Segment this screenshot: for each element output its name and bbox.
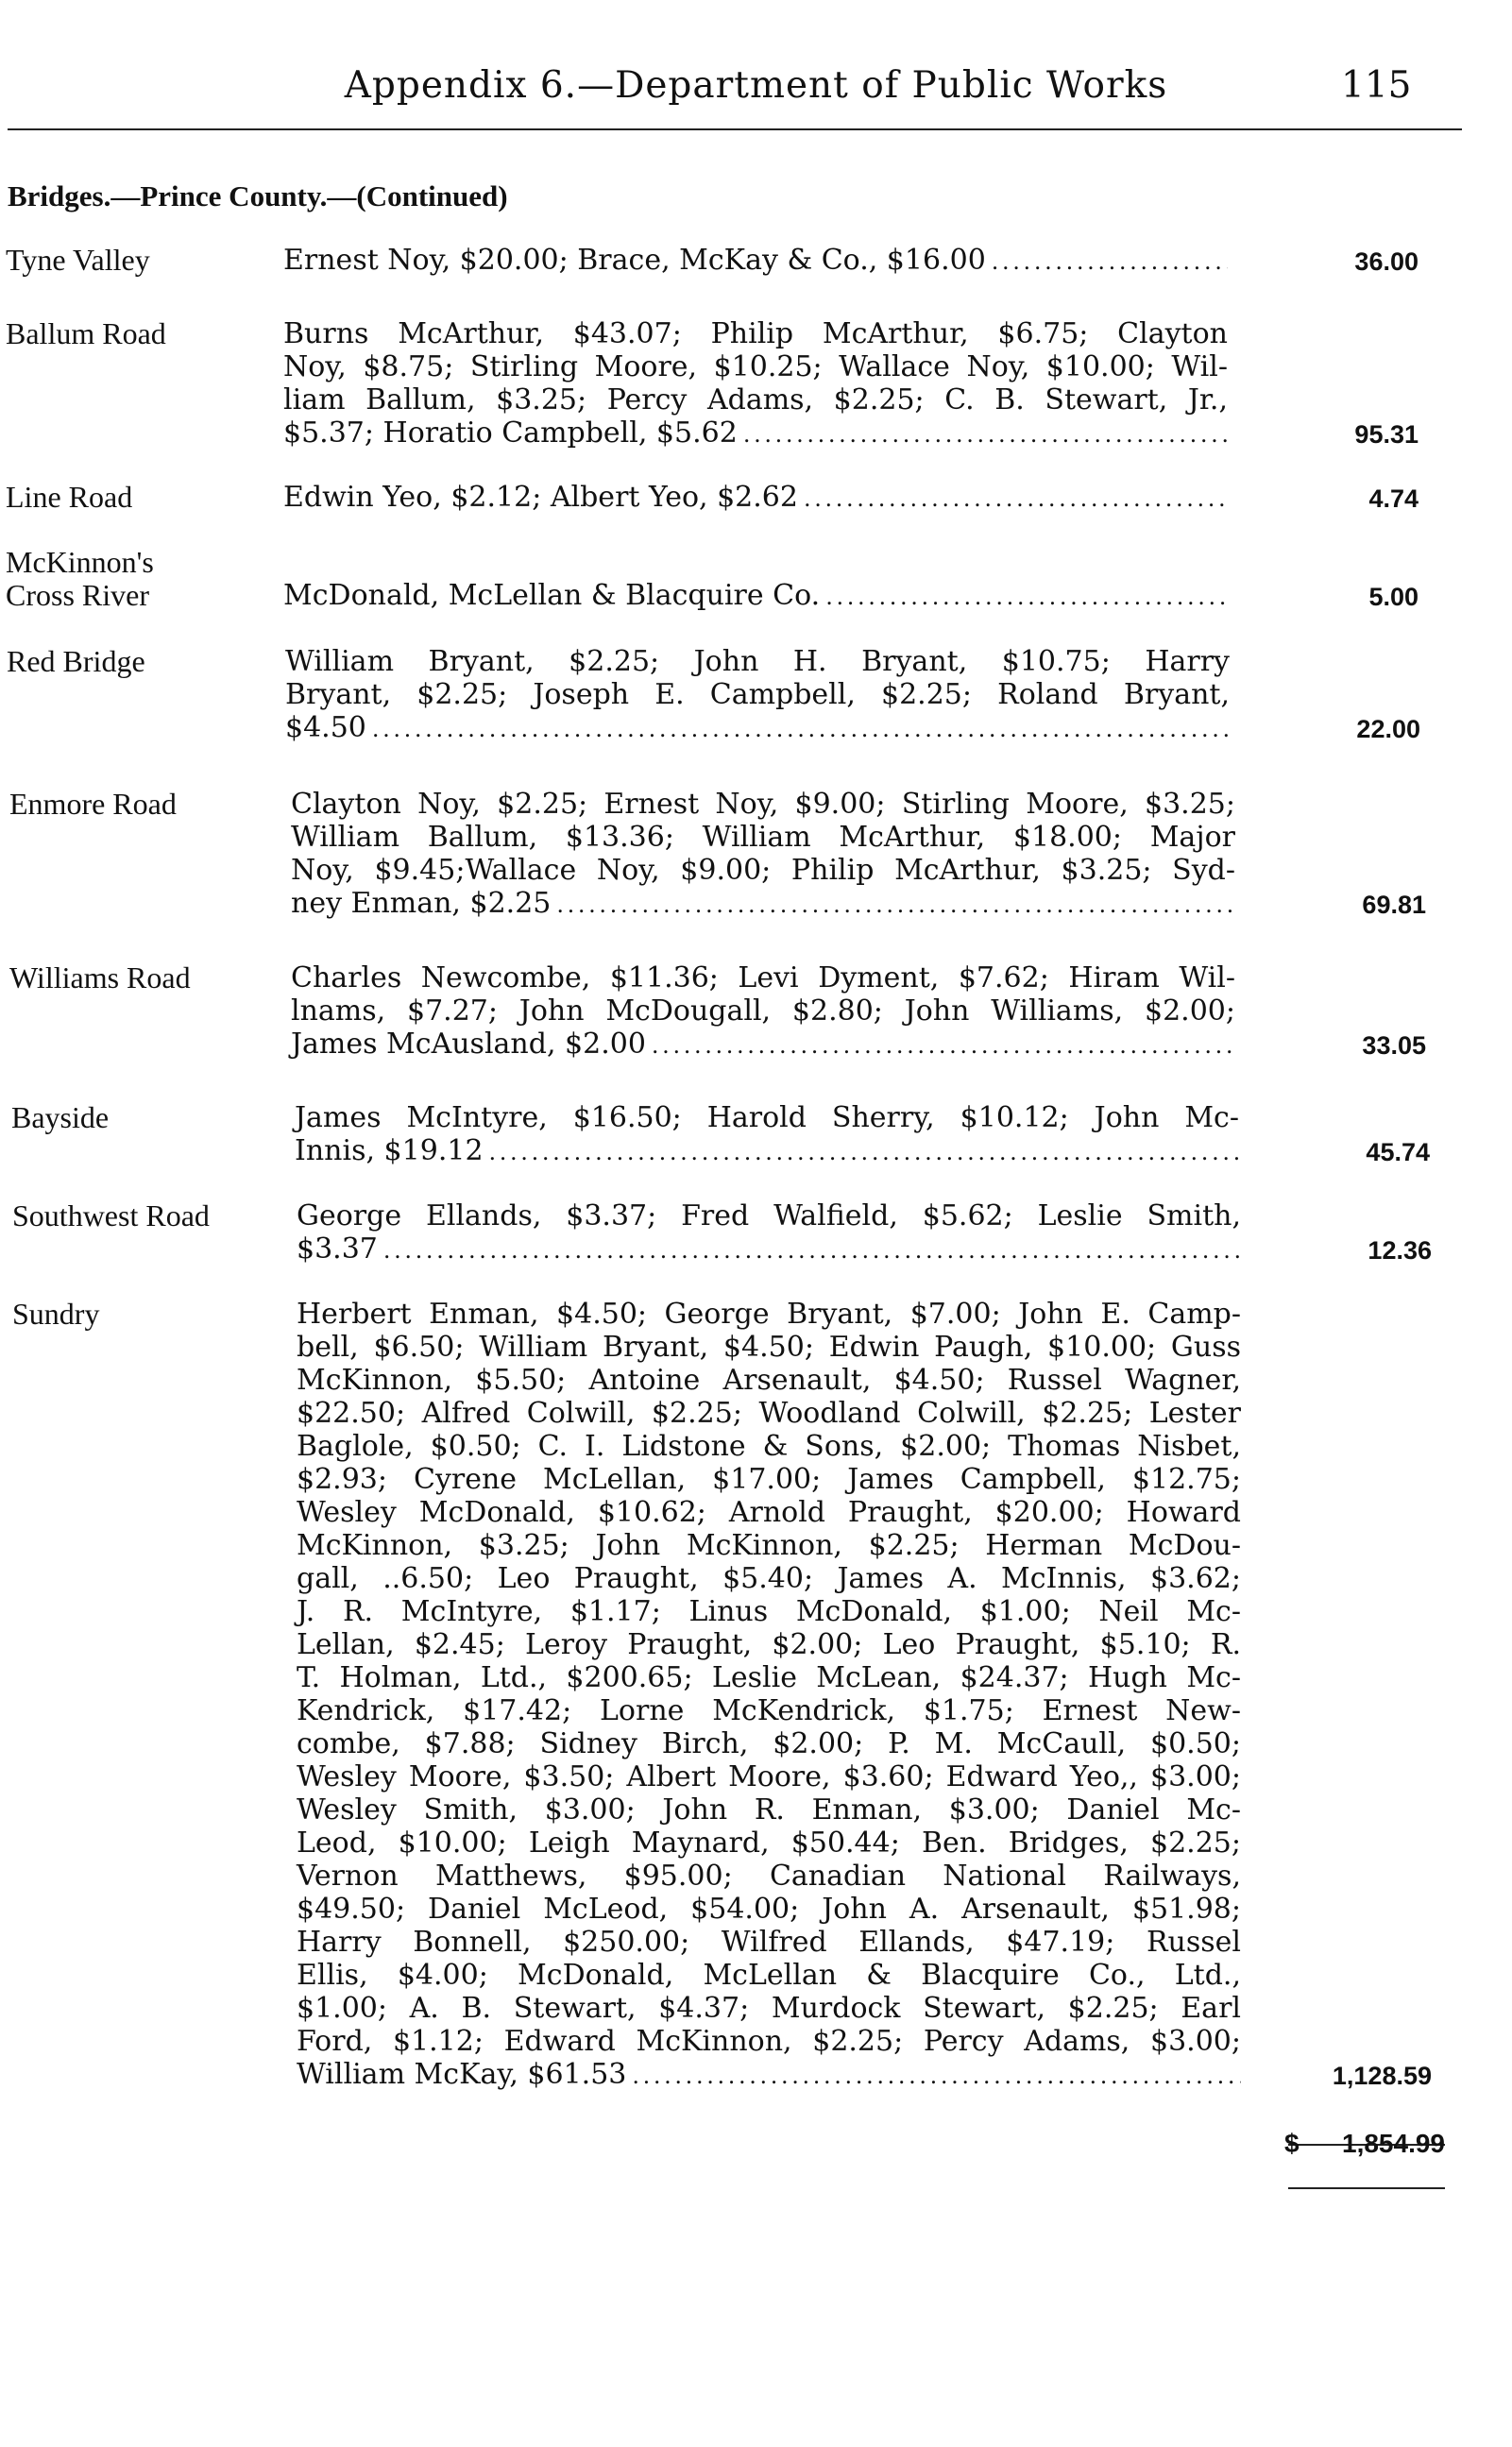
entry-payee-line: bell, $6.50; William Bryant, $4.50; Edwin Paugh, $10.00; Guss — [297, 1331, 1241, 1364]
entry-payee-line: Bryant, $2.25; Joseph E. Campbell, $2.25; Roland Bryant, — [285, 678, 1230, 711]
total-bottom-rule — [1288, 2187, 1445, 2189]
entry-payee-line: Herbert Enman, $4.50; George Bryant, $7.00; John E. Camp- — [297, 1298, 1241, 1331]
total-currency: $ — [1284, 2129, 1300, 2158]
entry-payee-line — [297, 2058, 1241, 2093]
entry-place-line: Sundry — [12, 1297, 100, 1331]
entry-place — [7, 645, 280, 678]
entry-payee-line: combe, $7.88; Sidney Birch, $2.00; P. M. McCaull, $0.50; — [297, 1727, 1241, 1760]
entry-amount: 1,128.59 — [1332, 2062, 1432, 2090]
entry-payees — [295, 1101, 1239, 1169]
entry-place-line: Williams Road — [9, 960, 191, 994]
entry-payee-line: George Ellands, $3.37; Fred Walfield, $5.62; Leslie Smith, — [297, 1199, 1241, 1232]
leader-dots — [372, 711, 1230, 746]
entry-payee-line: Baglole, $0.50; C. I. Lidstone & Sons, $2.00; Thomas Nisbet, — [297, 1430, 1241, 1463]
entry-place-line: McKinnon's — [6, 545, 154, 579]
entry-amount: 95.31 — [1354, 420, 1419, 449]
leader-dots — [652, 1028, 1235, 1062]
entry-place — [6, 244, 280, 277]
leader-dots — [632, 2058, 1241, 2093]
entry-payee-line: Wesley Moore, $3.50; Albert Moore, $3.60; Edward Yeo,, $3.00; — [297, 1760, 1241, 1793]
entry-payee-line: gall, ..6.50; Leo Praught, $5.40; James A. McInnis, $3.62; — [297, 1562, 1241, 1595]
entry-payees — [283, 481, 1228, 516]
entry-amount: 22.00 — [1356, 715, 1420, 743]
entry-payee-line: William Ballum, $13.36; William McArthur, $18.00; Major — [291, 821, 1235, 854]
entry-payee-line: lnams, $7.27; John McDougall, $2.80; John Williams, $2.00; — [291, 994, 1235, 1028]
entry-place — [6, 317, 280, 350]
page-header-title: Appendix 6.—Department of Public Works — [344, 64, 1168, 107]
entry-payee-text: ney Enman, $2.25 — [291, 887, 552, 920]
entry-payee-line: Harry Bonnell, $250.00; Wilfred Ellands, $47.19; Russel — [297, 1926, 1241, 1959]
entry-payee-line: Noy, $8.75; Stirling Moore, $10.25; Wallace Noy, $10.00; Wil- — [283, 350, 1228, 383]
total-value: 1,854.99 — [1342, 2129, 1445, 2158]
entry-payees — [283, 317, 1228, 451]
entry-payee-line — [285, 711, 1230, 746]
entry-payee-line: William Bryant, $2.25; John H. Bryant, $10.75; Harry — [285, 645, 1230, 678]
entry-payee-text: McDonald, McLellan & Blacquire Co. — [283, 579, 821, 612]
entry-place-line: Tyne Valley — [6, 243, 150, 277]
entry-payee-line: liam Ballum, $3.25; Percy Adams, $2.25; C. B. Stewart, Jr., — [283, 383, 1228, 416]
entry-payee-line: Lellan, $2.45; Leroy Praught, $2.00; Leo Praught, $5.10; R. — [297, 1628, 1241, 1661]
entry-payees — [297, 1199, 1241, 1267]
entry-place — [6, 481, 280, 514]
entry-payee-line: James McIntyre, $16.50; Harold Sherry, $10.12; John Mc- — [295, 1101, 1239, 1134]
entry-payee-line: Charles Newcombe, $11.36; Levi Dyment, $7.62; Hiram Wil- — [291, 961, 1235, 994]
entry-payees — [291, 961, 1235, 1062]
entry-place — [11, 1101, 285, 1134]
leader-dots — [743, 416, 1228, 451]
entry-payee-line: Leod, $10.00; Leigh Maynard, $50.44; Ben. Bridges, $2.25; — [297, 1827, 1241, 1860]
entry-amount: 4.74 — [1368, 484, 1419, 513]
entry-payee-text: Innis, $19.12 — [295, 1134, 484, 1167]
entry-place-line: Ballum Road — [6, 316, 166, 350]
entry-place — [6, 546, 280, 612]
entry-payee-line: Burns McArthur, $43.07; Philip McArthur, $6.75; Clayton — [283, 317, 1228, 350]
entry-payee-line: Wesley McDonald, $10.62; Arnold Praught, $20.00; Howard — [297, 1496, 1241, 1529]
entry-payee-line: $2.93; Cyrene McLellan, $17.00; James Campbell, $12.75; — [297, 1463, 1241, 1496]
entry-payee-text: $3.37 — [297, 1232, 378, 1266]
entry-payee-line — [297, 1232, 1241, 1267]
leader-dots — [556, 887, 1235, 922]
entry-place-line: Bayside — [11, 1100, 110, 1134]
leader-dots — [825, 579, 1228, 614]
entry-payee-text: Edwin Yeo, $2.12; Albert Yeo, $2.62 — [283, 481, 798, 514]
entry-payee-line — [295, 1134, 1239, 1169]
section-heading: Bridges.—Prince County.—(Continued) — [8, 179, 508, 212]
leader-dots — [992, 244, 1228, 279]
entry-payees — [283, 579, 1228, 614]
entry-payee-text: William McKay, $61.53 — [297, 2058, 627, 2091]
entry-amount: 69.81 — [1362, 891, 1426, 919]
leader-dots — [489, 1134, 1239, 1169]
entry-payees — [291, 788, 1235, 922]
entry-payees — [297, 1298, 1241, 2093]
entry-payee-line — [291, 887, 1235, 922]
header-rule — [8, 128, 1462, 130]
entry-payee-text: $5.37; Horatio Campbell, $5.62 — [283, 416, 738, 450]
entry-payee-text: James McAusland, $2.00 — [291, 1028, 646, 1061]
entry-place-line: Southwest Road — [12, 1198, 210, 1232]
entry-payee-line: McKinnon, $3.25; John McKinnon, $2.25; Herman McDou- — [297, 1529, 1241, 1562]
entry-payee-line: T. Holman, Ltd., $200.65; Leslie McLean, $24.37; Hugh Mc- — [297, 1661, 1241, 1694]
entry-place-line: Enmore Road — [9, 787, 177, 821]
entry-amount: 36.00 — [1354, 247, 1419, 276]
entry-payee-line: McKinnon, $5.50; Antoine Arsenault, $4.50; Russel Wagner, — [297, 1364, 1241, 1397]
entry-place-line: Cross River — [6, 578, 149, 612]
entry-payee-text: Ernest Noy, $20.00; Brace, McKay & Co., $16.00 — [283, 244, 986, 277]
entry-payee-line — [283, 416, 1228, 451]
entry-payee-line: Ellis, $4.00; McDonald, McLellan & Blacquire Co., Ltd., — [297, 1959, 1241, 1992]
entry-payee-line: Noy, $9.45;Wallace Noy, $9.00; Philip McArthur, $3.25; Syd- — [291, 854, 1235, 887]
entry-payee-line: Wesley Smith, $3.00; John R. Enman, $3.00; Daniel Mc- — [297, 1793, 1241, 1827]
entry-payee-text: $4.50 — [285, 711, 366, 744]
entry-payee-line: Clayton Noy, $2.25; Ernest Noy, $9.00; Stirling Moore, $3.25; — [291, 788, 1235, 821]
entry-place-line: Red Bridge — [7, 644, 145, 678]
entry-payee-line — [283, 481, 1228, 516]
entry-payee-line: J. R. McIntyre, $1.17; Linus McDonald, $1.00; Neil Mc- — [297, 1595, 1241, 1628]
entry-payee-line: Vernon Matthews, $95.00; Canadian National Railways, — [297, 1860, 1241, 1893]
entry-place — [9, 961, 283, 994]
leader-dots — [383, 1232, 1241, 1267]
entry-amount: 12.36 — [1368, 1236, 1432, 1265]
entry-payee-line: $1.00; A. B. Stewart, $4.37; Murdock Stewart, $2.25; Earl — [297, 1992, 1241, 2025]
entry-payees — [285, 645, 1230, 746]
entry-amount: 5.00 — [1368, 583, 1419, 611]
entry-payee-line: $22.50; Alfred Colwill, $2.25; Woodland Colwill, $2.25; Lester — [297, 1397, 1241, 1430]
entry-payee-line: Kendrick, $17.42; Lorne McKendrick, $1.75; Ernest New- — [297, 1694, 1241, 1727]
entry-place — [9, 788, 283, 821]
entry-payee-line — [283, 244, 1228, 279]
entry-payee-line: Ford, $1.12; Edward McKinnon, $2.25; Percy Adams, $3.00; — [297, 2025, 1241, 2058]
entry-place — [12, 1199, 286, 1232]
entry-payee-line: $49.50; Daniel McLeod, $54.00; John A. Arsenault, $51.98; — [297, 1893, 1241, 1926]
entry-place-line: Line Road — [6, 480, 133, 514]
leader-dots — [804, 481, 1228, 516]
entry-payee-line — [291, 1028, 1235, 1062]
entry-payees — [283, 244, 1228, 279]
entry-amount: 45.74 — [1366, 1138, 1430, 1166]
entry-amount: 33.05 — [1362, 1031, 1426, 1060]
entry-payee-line — [283, 579, 1228, 614]
page-number: 115 — [1341, 64, 1412, 107]
entry-place — [12, 1298, 286, 1331]
